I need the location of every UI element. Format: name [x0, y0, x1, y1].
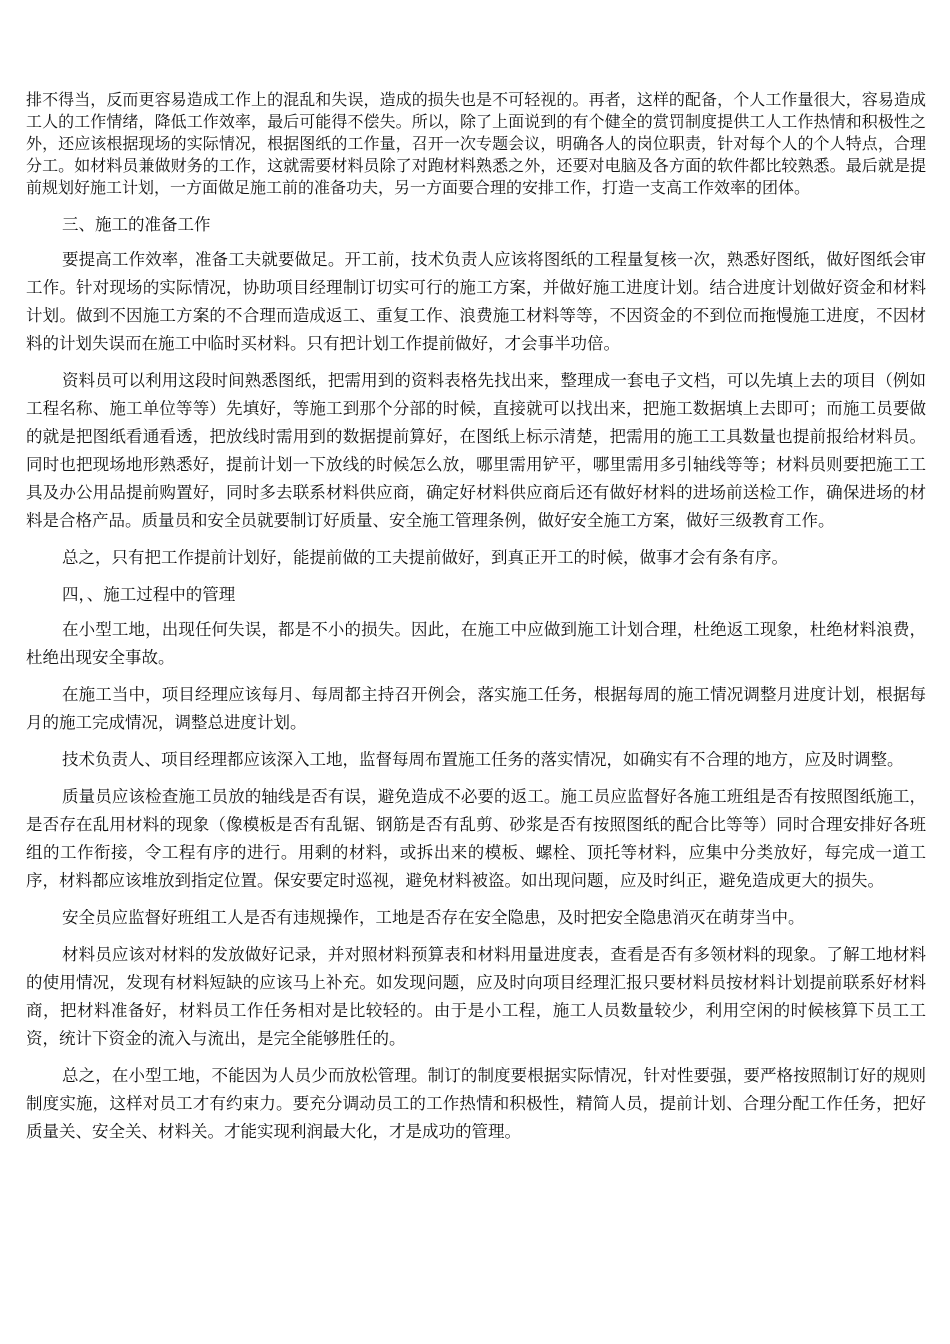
paragraph-continued: 排不得当，反而更容易造成工作上的混乱和失误，造成的损失也是不可轻视的。再者，这样的配备，个人工作量很大，容易造成工人的工作情绪，降低工作效率，最后可能得不偿失。所以，除了上面说到的有个健全的赏罚制度提供工人工作热情和积极性之外，还应该根据现场的实际情况，根据图纸的工作量，召开一次专题会议，明确各人的岗位职责，针对每个人的个人特点，合理分工。如材料员兼做财务的工作，这就需要材料员除了对跑材料熟悉之外，还要对电脑及各方面的软件都比较熟悉。最后就是提前规划好施工计划，一方面做足施工前的准备功夫，另一方面要合理的安排工作，打造一支高工作效率的团体。	[26, 90, 926, 197]
paragraph-quality: 质量员应该检查施工员放的轴线是否有误，避免造成不必要的返工。施工员应监督好各施工班组是否有按照图纸施工，是否存在乱用材料的现象（像模板是否有乱锯、钢筋是否有乱剪、砂浆是否有按照图纸的配合比等等）同时合理安排好各班组的工作衔接，令工程有序的进行。用剩的材料，或拆出来的模板、螺栓、顶托等材料，应集中分类放好，每完成一道工序，材料都应该堆放到指定位置。保安要定时巡视，避免材料被盗。如出现问题，应及时纠正，避免造成更大的损失。	[26, 787, 926, 890]
paragraph-small-site: 在小型工地，出现任何失误，都是不小的损失。因此，在施工中应做到施工计划合理，杜绝返工现象，杜绝材料浪费，杜绝出现安全事故。	[26, 620, 926, 667]
paragraph-supervision: 技术负责人、项目经理都应该深入工地，监督每周布置施工任务的落实情况，如确实有不合理的地方，应及时调整。	[62, 750, 904, 769]
section-heading-3: 三、施工的准备工作	[62, 215, 211, 234]
paragraph-safety: 安全员应监督好班组工人是否有违规操作，工地是否存在安全隐患，及时把安全隐患消灭在萌芽当中。	[62, 908, 805, 927]
paragraph-documentation: 资料员可以利用这段时间熟悉图纸，把需用到的资料表格先找出来，整理成一套电子文档，可以先填上去的项目（例如工程名称、施工单位等等）先填好，等施工到那个分部的时候，直接就可以找出来，把施工数据填上去即可；而施工员要做的就是把图纸看通看透，把放线时需用到的数据提前算好，在图纸上标示清楚，把需用的施工工具数量也提前报给材料员。同时也把现场地形熟悉好，提前计划一下放线的时候怎么放，哪里需用铲平，哪里需用多引轴线等等；材料员则要把施工工具及办公用品提前购置好，同时多去联系材料供应商，确定好材料供应商后还有做好材料的进场前送检工作，确保进场的材料是合格产品。质量员和安全员就要制订好质量、安全施工管理条例，做好安全施工方案，做好三级教育工作。	[26, 371, 926, 530]
paragraph-summary-1: 总之，只有把工作提前计划好，能提前做的工夫提前做好，到真正开工的时候，做事才会有条有序。	[62, 548, 788, 567]
section-heading-4: 四，、施工过程中的管理	[62, 585, 236, 604]
paragraph-summary-2: 总之，在小型工地，不能因为人员少而放松管理。制订的制度要根据实际情况，针对性要强，要严格按照制订好的规则制度实施，这样对员工才有约束力。要充分调动员工的工作热情和积极性，精简人员，提前计划、合理分配工作任务，把好质量关、安全关、材料关。才能实现利润最大化，才是成功的管理。	[26, 1066, 926, 1141]
paragraph-meetings: 在施工当中，项目经理应该每月、每周都主持召开例会，落实施工任务，根据每周的施工情况调整月进度计划，根据每月的施工完成情况，调整总进度计划。	[26, 685, 926, 732]
paragraph-materials: 材料员应该对材料的发放做好记录，并对照材料预算表和材料用量进度表，查看是否有多领材料的现象。了解工地材料的使用情况，发现有材料短缺的应该马上补充。如发现问题，应及时向项目经理汇报只要材料员按材料计划提前联系好材料商，把材料准备好，材料员工作任务相对是比较轻的。由于是小工程，施工人员数量较少，利用空闲的时候核算下员工工资，统计下资金的流入与流出，是完全能够胜任的。	[26, 945, 926, 1048]
paragraph-preparation: 要提高工作效率，准备工夫就要做足。开工前，技术负责人应该将图纸的工程量复核一次，熟悉好图纸，做好图纸会审工作。针对现场的实际情况，协助项目经理制订切实可行的施工方案，并做好施工进度计划。结合进度计划做好资金和材料计划。做到不因施工方案的不合理而造成返工、重复工作、浪费施工材料等等，不因资金的不到位而拖慢施工进度，不因材料的计划失误而在施工中临时买材料。只有把计划工作提前做好，才会事半功倍。	[26, 250, 926, 353]
